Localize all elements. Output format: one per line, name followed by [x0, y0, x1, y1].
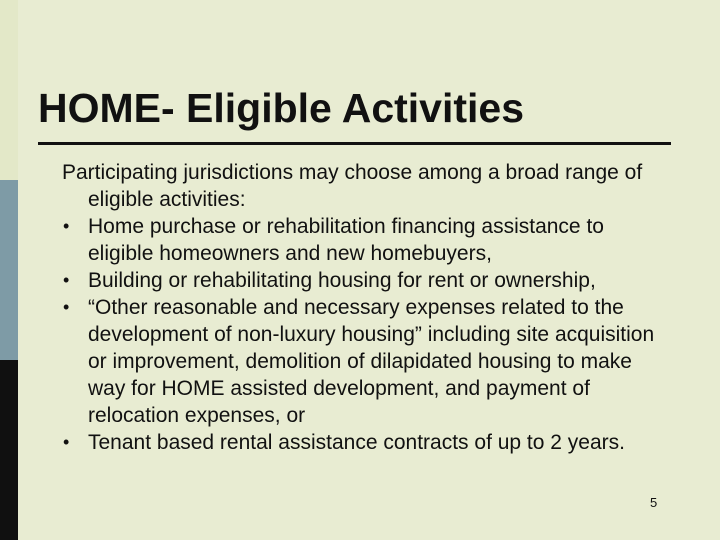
bullet-text: Home purchase or rehabilitation financing assistance to eligible homeowners and new homebuyers, — [88, 215, 604, 265]
bullet-item — [62, 429, 672, 456]
bullet-item — [62, 213, 672, 267]
intro-paragraph: Participating jurisdictions may choose among a broad range of eligible activities: — [62, 161, 643, 211]
bullet-icon: • — [63, 432, 70, 452]
slide-body — [62, 159, 672, 456]
bullet-item — [62, 267, 672, 294]
side-bar-middle-band — [0, 180, 18, 360]
bullet-text: Building or rehabilitating housing for rent or ownership, — [88, 269, 596, 292]
title-underline — [38, 142, 671, 145]
slide-title: HOME- Eligible Activities — [38, 85, 525, 131]
bullet-icon: • — [63, 297, 70, 317]
bullet-text: Tenant based rental assistance contracts of up to 2 years. — [88, 431, 625, 454]
bullet-text: “Other reasonable and necessary expenses related to the development of non-luxury housing” including site acquisition or improvement, demolition of dilapidated housing to make way for HOME assisted development, and payment of relocation expenses, or — [88, 296, 655, 427]
side-bar-top-band — [0, 0, 18, 180]
bullet-item — [62, 294, 672, 429]
side-bar-bottom-band — [0, 360, 18, 540]
bullet-icon: • — [63, 270, 70, 290]
bullet-icon: • — [63, 216, 70, 236]
bullet-list — [62, 213, 672, 456]
page-number: 5 — [650, 495, 658, 510]
